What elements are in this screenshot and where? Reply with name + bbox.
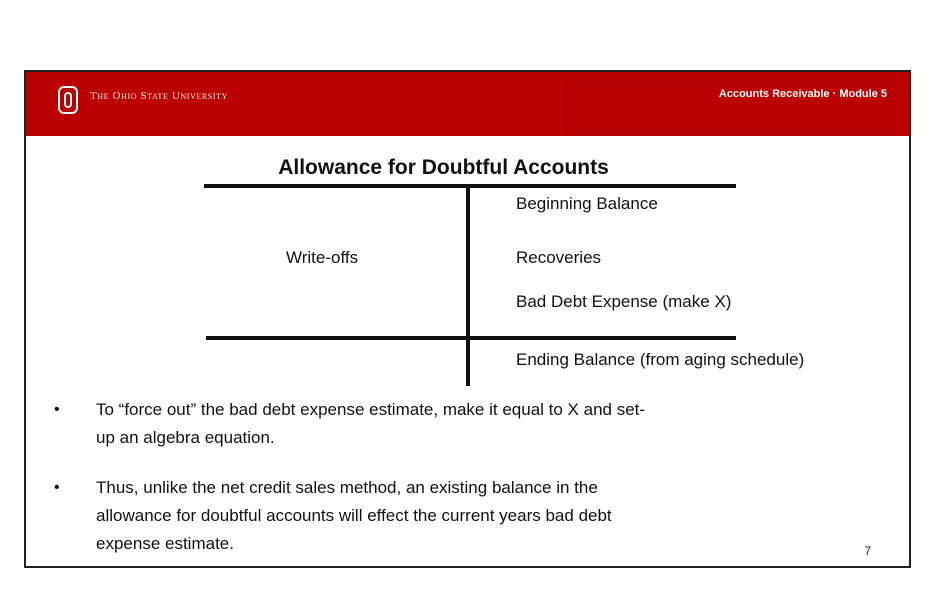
bullet-text-line: allowance for doubtful accounts will effect the current years bad debt xyxy=(96,506,612,525)
t-account-top-line xyxy=(204,184,736,188)
university-name: The Ohio State University xyxy=(90,90,228,102)
bullet-text-line: up an algebra equation. xyxy=(96,428,275,447)
bullet-text-line: Thus, unlike the net credit sales method, an existing balance in the xyxy=(96,478,598,497)
module-label: Accounts Receivable · Module 5 xyxy=(718,88,887,100)
page-number: 7 xyxy=(864,544,871,558)
header-banner xyxy=(26,72,909,136)
bullet-item xyxy=(52,396,812,452)
bullet-text-line: To “force out” the bad debt expense estimate, make it equal to X and set- xyxy=(96,400,646,419)
credit-item-beginning-balance: Beginning Balance xyxy=(516,194,658,213)
slide xyxy=(24,70,911,568)
bullet-item xyxy=(52,474,812,558)
university-logo-icon xyxy=(58,86,78,114)
ending-balance: Ending Balance (from aging schedule) xyxy=(516,350,805,369)
credit-item-recoveries: Recoveries xyxy=(516,248,602,267)
debit-item-writeoffs: Write-offs xyxy=(286,248,359,267)
t-account-balance-line xyxy=(206,336,736,340)
credit-item-bad-debt-expense: Bad Debt Expense (make X) xyxy=(516,292,732,311)
bullet-marker: • xyxy=(54,479,60,496)
t-account-vertical-line xyxy=(466,186,470,386)
t-account-title: Allowance for Doubtful Accounts xyxy=(278,156,609,179)
bullet-marker: • xyxy=(54,401,60,418)
bullet-list xyxy=(52,396,812,568)
bullet-text-line: expense estimate. xyxy=(96,534,234,553)
